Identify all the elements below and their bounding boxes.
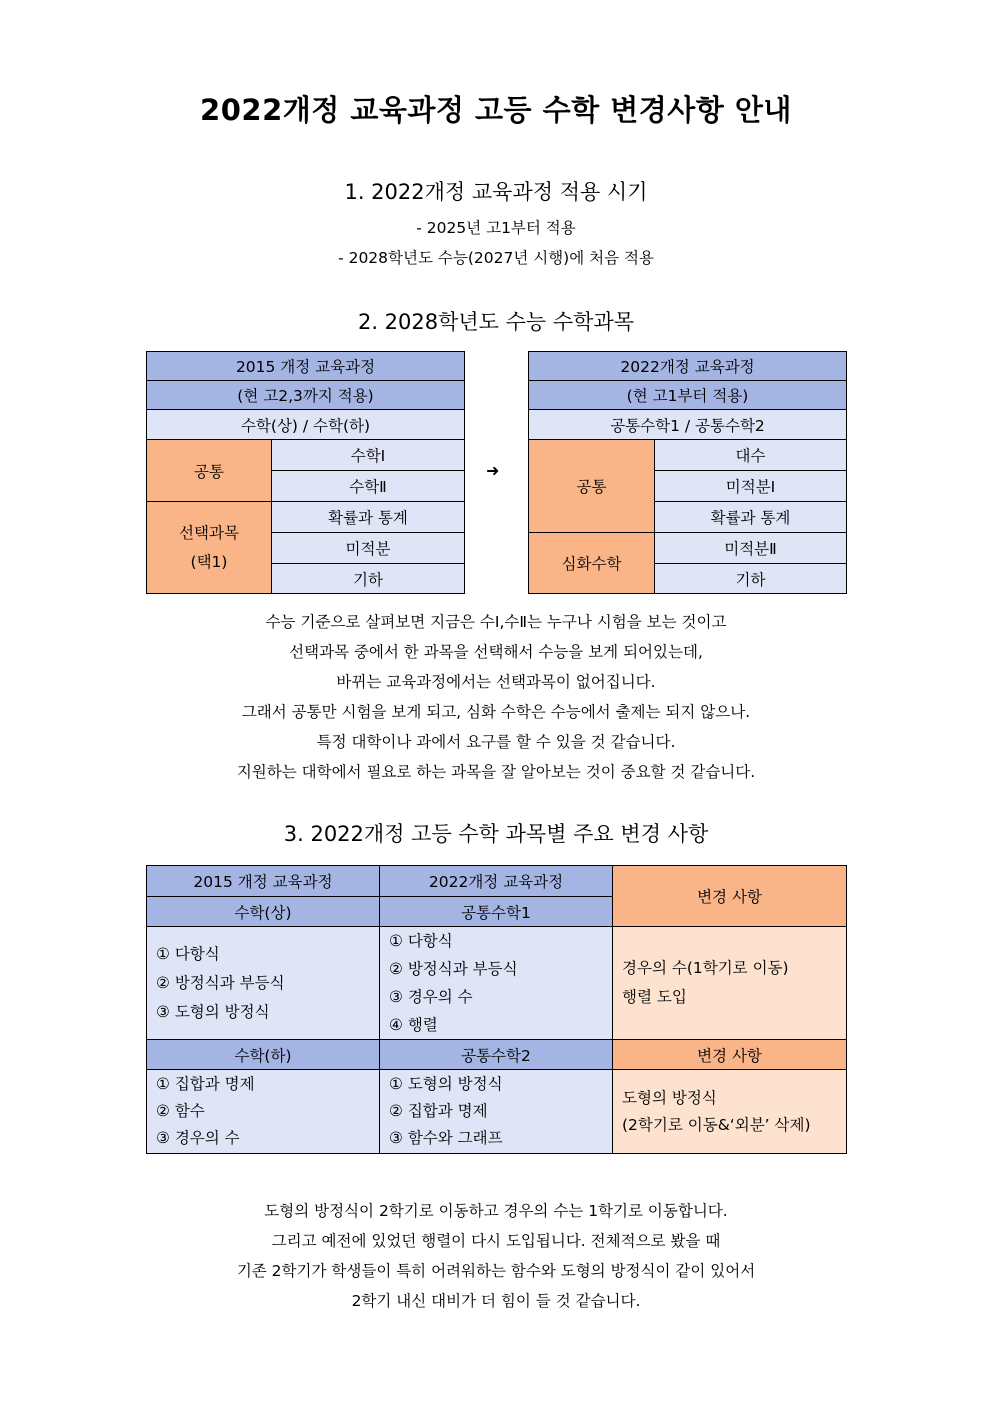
column-header-changes: 변경 사항	[613, 866, 847, 927]
new-topics	[380, 927, 613, 1040]
column-header-2015: 2015 개정 교육과정	[147, 866, 380, 897]
subject-cell: 미적분Ⅰ	[655, 471, 847, 502]
arrow-right-icon: ➜	[486, 461, 500, 480]
list-item: ① 다항식	[156, 944, 220, 963]
old-topics	[147, 927, 380, 1040]
paragraph-line: 그리고 예전에 있었던 행렬이 다시 도입됩니다. 전체적으로 봤을 때	[271, 1232, 721, 1250]
column-header-2022: 2022개정 교육과정	[380, 866, 613, 897]
paragraph-line: 지원하는 대학에서 필요로 하는 과목을 잘 알아보는 것이 중요할 것 같습니다.	[236, 763, 756, 781]
list-item: ③ 경우의 수	[389, 988, 473, 1006]
change-line: (2학기로 이동&‘외분’ 삭제)	[622, 1115, 811, 1134]
subject-cell: 기하	[655, 564, 847, 594]
group-common: 공통	[529, 440, 655, 533]
list-item: ② 방정식과 부등식	[156, 973, 285, 992]
changes-table	[146, 865, 847, 1154]
subject-new: 공통수학1	[380, 897, 613, 927]
section3-heading: 3. 2022개정 고등 수학 과목별 주요 변경 사항	[283, 822, 709, 846]
subject-names: 수학(상) / 수학(하)	[147, 410, 465, 440]
change-notes	[613, 1070, 847, 1154]
list-item: ① 집합과 명제	[156, 1075, 255, 1093]
change-line: 도형의 방정식	[622, 1088, 717, 1107]
paragraph-line: 2학기 내신 대비가 더 힘이 들 것 같습니다.	[351, 1292, 641, 1310]
list-item: ② 집합과 명제	[389, 1102, 488, 1120]
change-notes	[613, 927, 847, 1040]
list-item: ③ 경우의 수	[156, 1129, 240, 1147]
document-title: 2022개정 교육과정 고등 수학 변경사항 안내	[200, 93, 792, 127]
change-header: 변경 사항	[613, 1040, 847, 1070]
group-elective	[147, 502, 272, 594]
list-item: ② 방정식과 부등식	[389, 960, 518, 978]
old-topics	[147, 1070, 380, 1154]
section2-heading: 2. 2028학년도 수능 수학과목	[357, 310, 635, 334]
curriculum-2022-table	[528, 351, 847, 594]
header-line: 2015 개정 교육과정	[147, 352, 465, 381]
subject-names: 공통수학1 / 공통수학2	[529, 410, 847, 440]
subject-cell: 확률과 통계	[272, 502, 465, 533]
paragraph-line: 기존 2학기가 학생들이 특히 어려워하는 함수와 도형의 방정식이 같이 있어서	[236, 1262, 756, 1280]
section1-line: - 2028학년도 수능(2027년 시행)에 처음 적용	[338, 249, 654, 267]
group-advanced: 심화수학	[529, 533, 655, 594]
change-line: 행렬 도입	[622, 988, 687, 1006]
subject-cell: 확률과 통계	[655, 502, 847, 533]
paragraph-line: 도형의 방정식이 2학기로 이동하고 경우의 수는 1학기로 이동합니다.	[264, 1202, 728, 1220]
subject-new: 공통수학2	[380, 1040, 613, 1070]
list-item: ③ 도형의 방정식	[156, 1002, 270, 1021]
subject-cell: 미적분	[272, 533, 465, 564]
group-elective-line: (택1)	[190, 552, 228, 571]
header-line: (현 고2,3까지 적용)	[147, 381, 465, 410]
paragraph-line: 그래서 공통만 시험을 보게 되고, 심화 수학은 수능에서 출제는 되지 않으나.	[241, 703, 751, 721]
header-line: 2022개정 교육과정	[529, 352, 847, 381]
subject-old: 수학(하)	[147, 1040, 380, 1070]
list-item: ② 함수	[156, 1102, 205, 1120]
list-item: ③ 함수와 그래프	[389, 1129, 503, 1147]
subject-cell: 미적분Ⅱ	[655, 533, 847, 564]
group-elective-line: 선택과목	[179, 523, 239, 542]
new-topics	[380, 1070, 613, 1154]
paragraph-line: 특정 대학이나 과에서 요구를 할 수 있을 것 같습니다.	[316, 733, 676, 751]
group-common: 공통	[147, 440, 272, 502]
subject-cell: 대수	[655, 440, 847, 471]
header-line: (현 고1부터 적용)	[529, 381, 847, 410]
subject-old: 수학(상)	[147, 897, 380, 927]
subject-cell: 기하	[272, 564, 465, 594]
list-item: ④ 행렬	[389, 1016, 438, 1034]
subject-cell: 수학Ⅱ	[272, 471, 465, 502]
curriculum-2015-table	[146, 351, 465, 594]
paragraph-line: 바뀌는 교육과정에서는 선택과목이 없어집니다.	[336, 673, 656, 691]
list-item: ① 도형의 방정식	[389, 1075, 503, 1093]
section1-line: - 2025년 고1부터 적용	[416, 219, 576, 237]
subject-cell: 수학Ⅰ	[272, 440, 465, 471]
paragraph-line: 수능 기준으로 살펴보면 지금은 수Ⅰ,수Ⅱ는 누구나 시험을 보는 것이고	[265, 613, 727, 631]
list-item: ① 다항식	[389, 932, 453, 950]
change-line: 경우의 수(1학기로 이동)	[622, 959, 789, 977]
section1-heading: 1. 2022개정 교육과정 적용 시기	[344, 180, 648, 204]
paragraph-line: 선택과목 중에서 한 과목을 선택해서 수능을 보게 되어있는데,	[289, 643, 703, 661]
